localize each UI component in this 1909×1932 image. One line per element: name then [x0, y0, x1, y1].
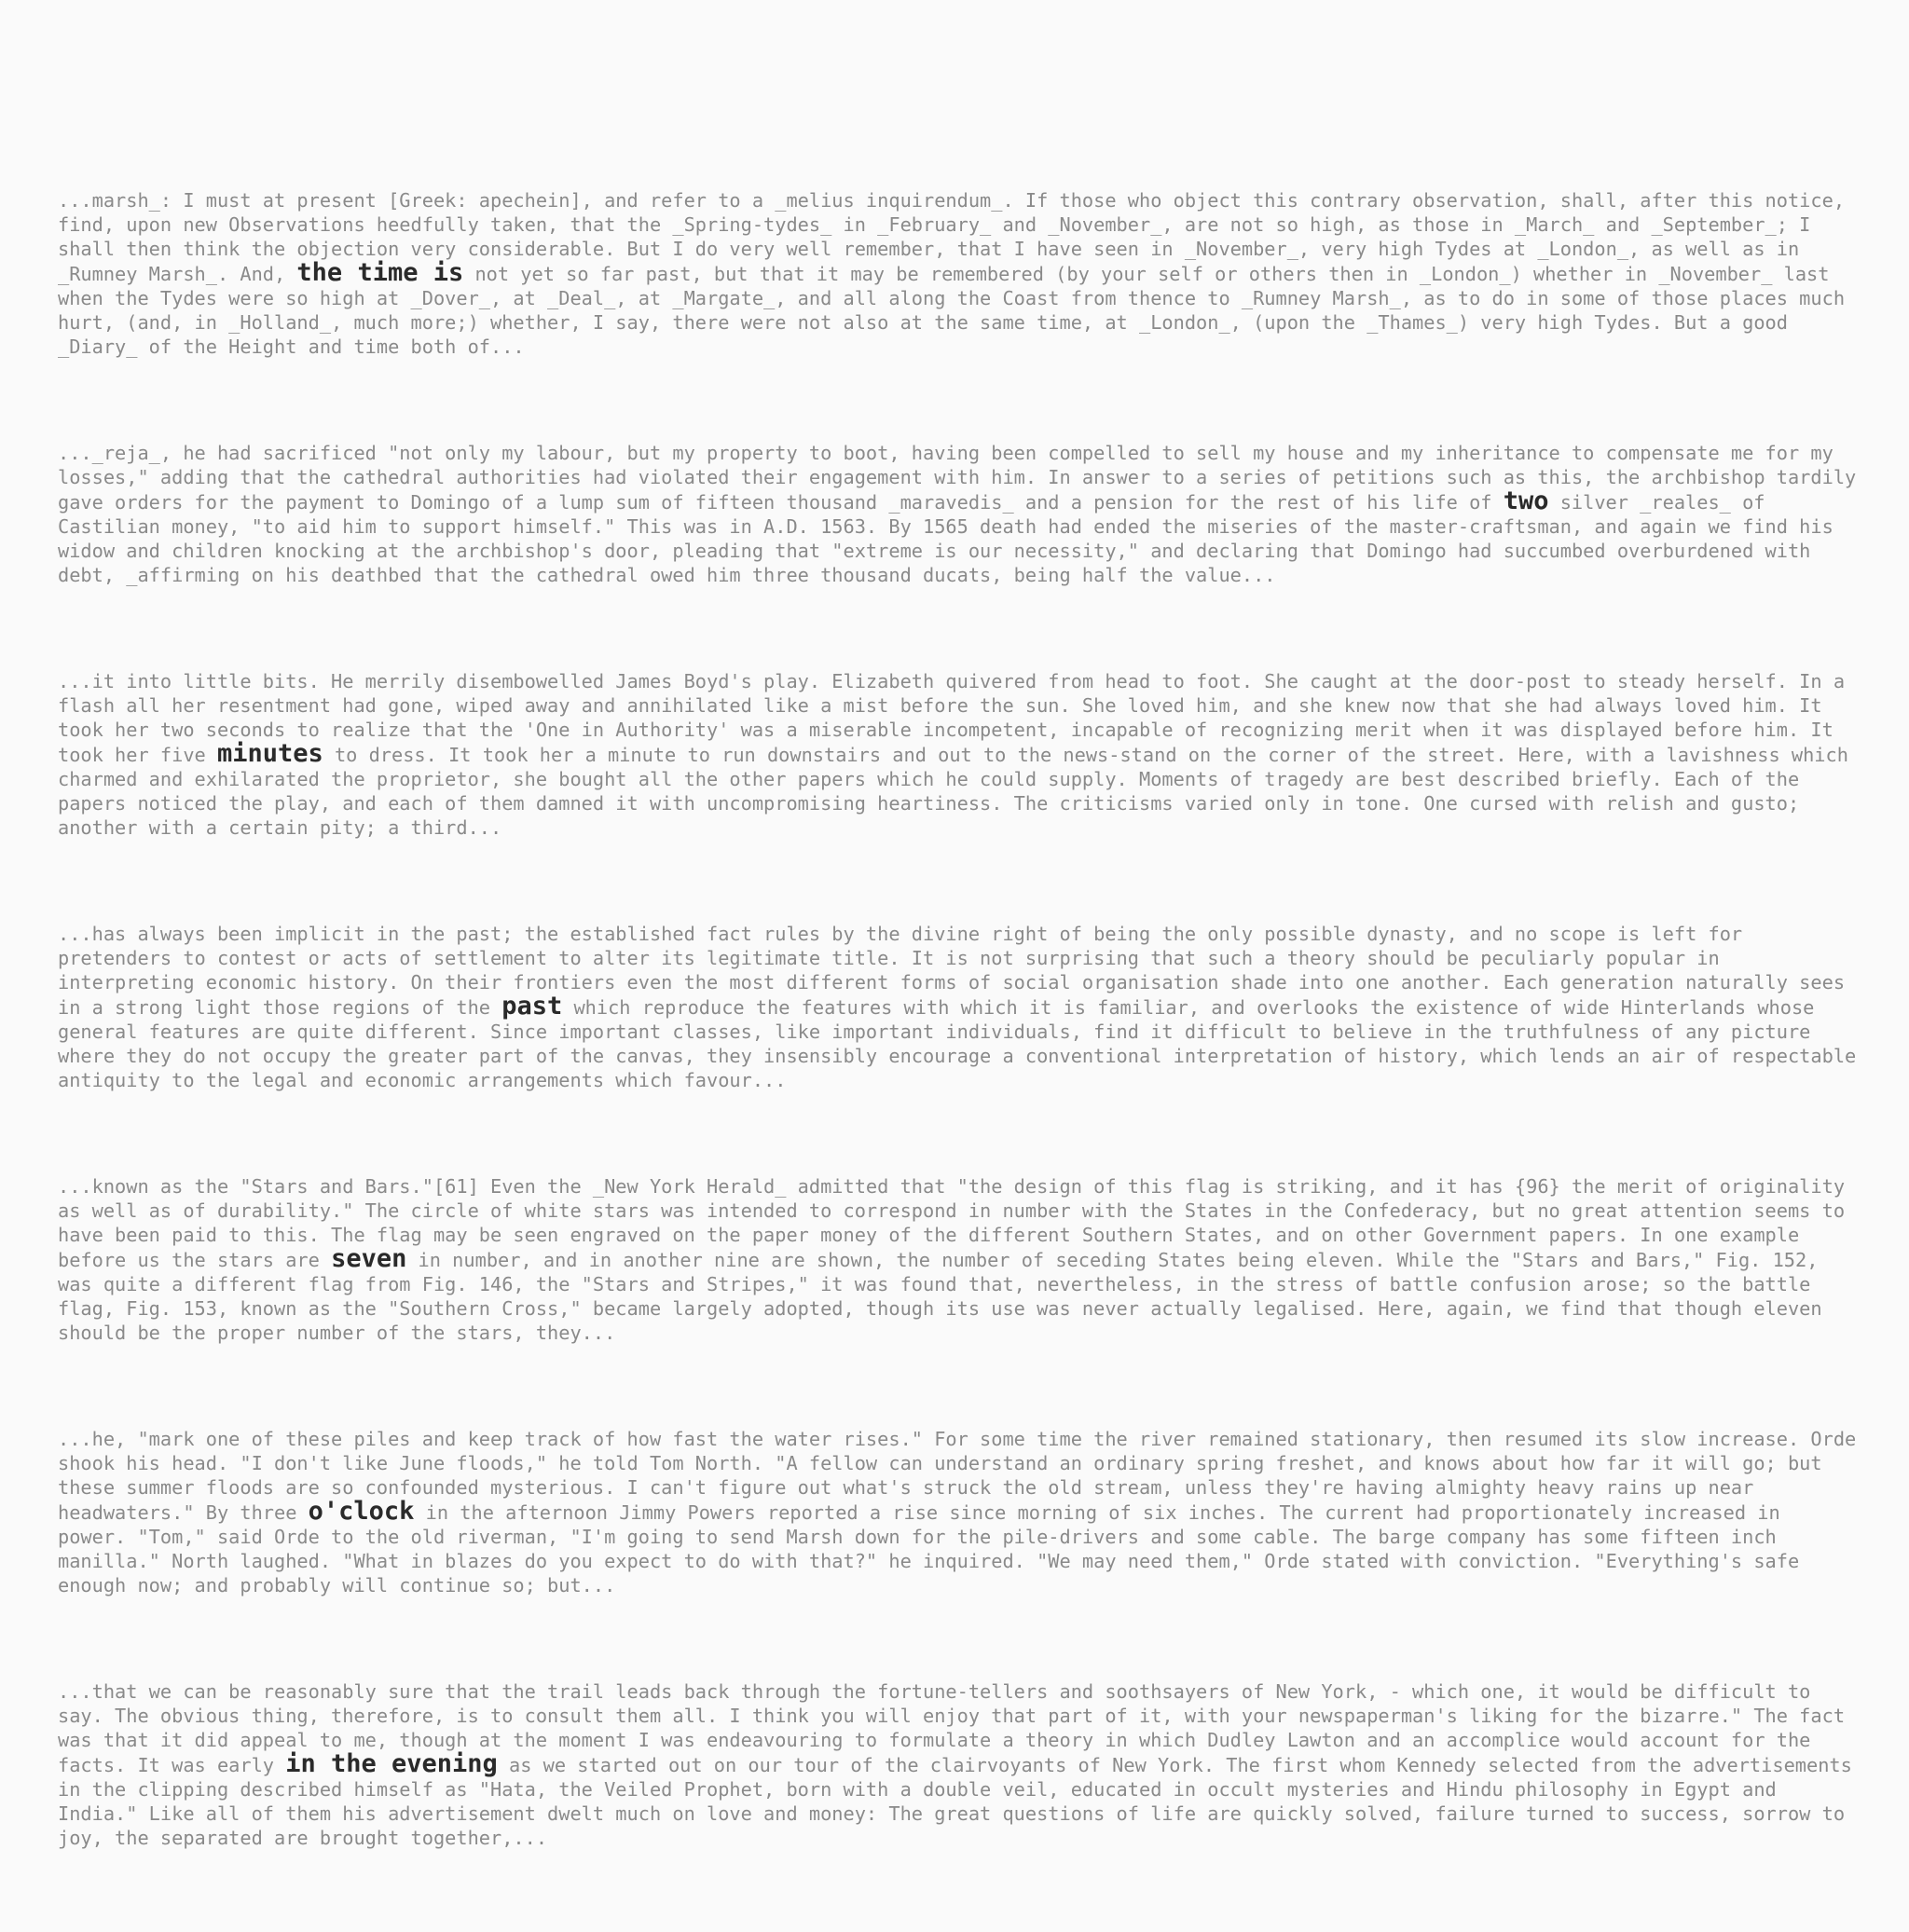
passage-4 [58, 922, 1857, 1092]
passage-3 [58, 669, 1857, 840]
passage-text-after: in the afternoon Jimmy Powers reported a rise since morning of six inches. The current had proportionately increased in power. "Tom," said Orde to the old riverman, "I'm going to send Marsh down for the pile-drivers and some cable. The barge company has some fifteen inch manilla." North laughed. "What in blazes do you expect to do with that?" he inquired. "We may need them," Orde stated with conviction. "Everything's safe enough now; and probably will continue so; but... [58, 1501, 1800, 1596]
passage-text-before: ..._reja_, he had sacrificed "not only my labour, but my property to boot, having been compelled to sell my house and my inheritance to compensate me for my losses," adding that the cathedral authorities had violated their engagement with him. In answer to a series of petitions such as this, the archbishop tardily gave orders for the payment to Domingo of a lump sum of fifteen thousand _maravedis_ and a pension for the rest of his life of [58, 442, 1857, 514]
passage-text-after: in number, and in another nine are shown, the number of seceding States being eleven. While the "Stars and Bars," Fig. 152, was quite a different flag from Fig. 146, the "Stars and Stripes," it was found that, nevertheless, in the stress of battle confusion arose; so the battle flag, Fig. 153, known as the "Southern Cross," became largely adopted, though its use was never actually legalised. Here, again, we find that though eleven should be the proper number of the stars, they... [58, 1249, 1822, 1344]
passage-text-after: as we started out on our tour of the clairvoyants of New York. The first whom Kennedy selected from the advertisements in the clipping described himself as "Hata, the Veiled Prophet, born with a double veil, educated in occult mysteries and Hindu philosophy in Egypt and India." Like all of them his advertisement dwelt much on love and money: The great questions of life are quickly solved, failure turned to success, sorrow to joy, the separated are brought together,... [58, 1754, 1852, 1849]
passage-text-before: ...he, "mark one of these piles and keep track of how fast the water rises." For some time the river remained stationary, then resumed its slow increase. Orde shook his head. "I don't like June floods," he told Tom North. "A fellow can understand an ordinary spring freshet, and knows about how far it will go; but these summer floods are so confounded mysterious. I can't figure out what's struck the old stream, unless they're having almighty heavy rains up near headwaters." By three [58, 1428, 1857, 1524]
highlighted-time-phrase: two [1503, 486, 1549, 515]
highlighted-time-phrase: in the evening [285, 1749, 498, 1778]
highlighted-time-phrase: o'clock [308, 1497, 415, 1526]
passage-text-before: ...marsh_: I must at present [Greek: apechein], and refer to a _melius inquirendum_. If those who object this contrary observation, shall, after this notice, find, upon new Observations heedfully taken, that the _Spring-tydes_ in _February_ and _November_, are not so high, as those in _March_ and _September_; I shall then think the objection very considerable. But I do very well remember, that I have seen in _November_, very high Tydes at _London_, as well as in _Rumney Marsh_. And, [58, 189, 1846, 285]
passage-text-before: ...has always been implicit in the past; the established fact rules by the divine right of being the only possible dynasty, and no scope is left for pretenders to contest or acts of settlement to alter its legitimate title. It is not surprising that such a theory should be peculiarly popular in interpreting economic history. On their frontiers even the most different forms of social organisation shade into one another. Each generation naturally sees in a strong light those regions of the [58, 923, 1846, 1019]
passage-text-after: to dress. It took her a minute to run downstairs and out to the news-stand on the corner of the street. Here, with a lavishness which charmed and exhilarated the proprietor, she bought all the other papers which he could supply. Moments of tragedy are best described briefly. Each of the papers noticed the play, and each of them damned it with uncompromising heartiness. The criticisms varied only in tone. One cursed with relish and gusto; another with a certain pity; a third... [58, 744, 1848, 839]
passage-5 [58, 1174, 1857, 1345]
passage-7 [58, 1679, 1857, 1850]
passage-1 [58, 188, 1857, 359]
highlighted-time-phrase: the time is [296, 258, 464, 287]
passage-text-before: ...that we can be reasonably sure that the trail leads back through the fortune-tellers and soothsayers of New York, - which one, it would be difficult to say. The obvious thing, therefore, is to consult them all. I think you will enjoy that part of it, with your newspaperman's liking for the bizarre." The fact was that it did appeal to me, though at the moment I was endeavouring to formulate a theory in which Dudley Lawton and an accomplice would account for the facts. It was early [58, 1680, 1846, 1776]
passage-text-before: ...known as the "Stars and Bars."[61] Even the _New York Herald_ admitted that "the design of this flag is striking, and it has {96} the merit of originality as well as of durability." The circle of white stars was intended to correspond in number with the States in the Confederacy, but no great attention seems to have been paid to this. The flag may be seen engraved on the paper money of the different Southern States, and on other Government papers. In one example before us the stars are [58, 1175, 1846, 1271]
passage-text-after: which reproduce the features with which it is familiar, and overlooks the existence of wide Hinterlands whose general features are quite different. Since important classes, like important individuals, find it difficult to believe in the truthfulness of any picture where they do not occupy the greater part of the canvas, they insensibly encourage a conventional interpretation of history, which lends an air of respectable antiquity to the legal and economic arrangements which favour... [58, 996, 1857, 1091]
highlighted-time-phrase: seven [331, 1244, 407, 1273]
passage-text-after: silver _reales_ of Castilian money, "to aid him to support himself." This was in A.D. 1563. By 1565 death had ended the miseries of the master-craftsman, and again we find his widow and children knocking at the archbishop's door, pleading that "extreme is our necessity," and declaring that Domingo had succumbed overburdened with debt, _affirming on his deathbed that the cathedral owed him three thousand ducats, being half the value... [58, 491, 1833, 586]
document-page [58, 188, 1857, 1932]
passage-text-before: ...it into little bits. He merrily disembowelled James Boyd's play. Elizabeth quivered from head to foot. She caught at the door-post to steady herself. In a flash all her resentment had gone, wiped away and annihilated like a mist before the sun. She loved him, and she knew now that she had always loved him. It took her two seconds to realize that the 'One in Authority' was a miserable incompetent, incapable of recognizing merit when it was displayed before him. It took her five [58, 670, 1846, 766]
highlighted-time-phrase: minutes [216, 739, 323, 768]
highlighted-time-phrase: past [501, 992, 563, 1021]
passage-2 [58, 441, 1857, 587]
passage-6 [58, 1427, 1857, 1597]
passage-text-after: not yet so far past, but that it may be remembered (by your self or others then in _London_) whether in _November_ last when the Tydes were so high at _Dover_, at _Deal_, at _Margate_, and all along the Coast from thence to _Rumney Marsh_, as to do in some of those places much hurt, (and, in _Holland_, much more;) whether, I say, there were not also at the same time, at _London_, (upon the _Thames_) very high Tydes. But a good _Diary_ of the Height and time both of... [58, 263, 1846, 358]
